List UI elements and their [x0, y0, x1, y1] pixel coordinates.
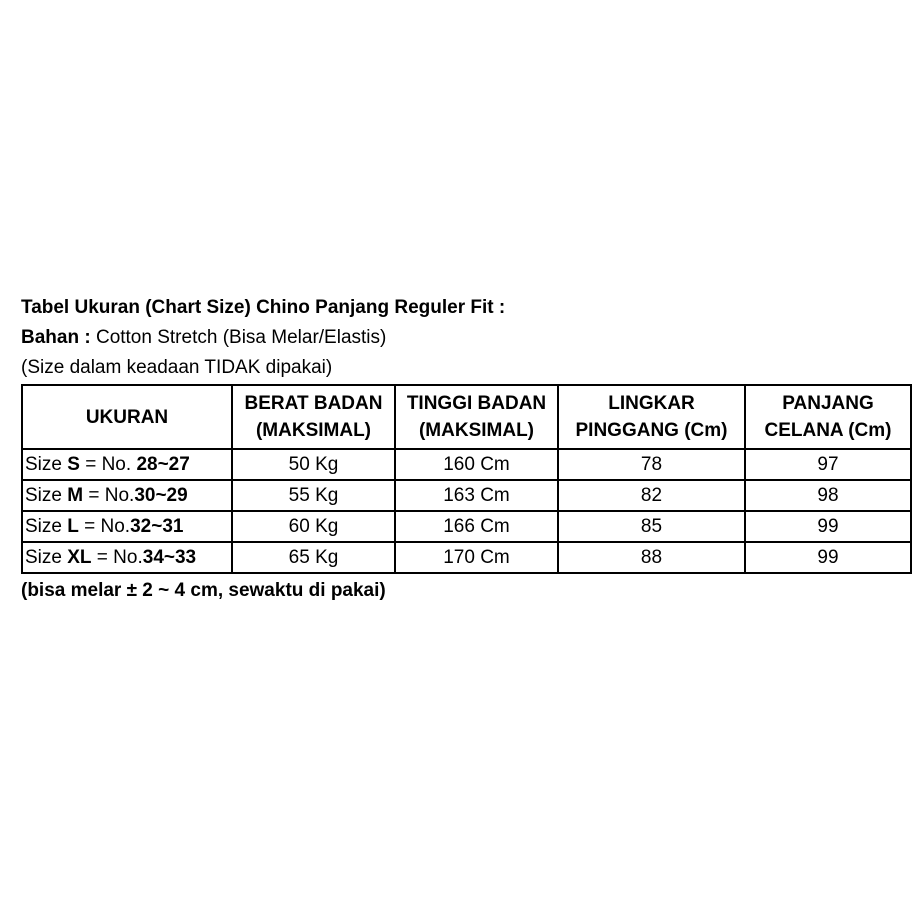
panjang-cell: 98	[745, 480, 911, 511]
header-tinggi-badan: TINGGI BADAN (MAKSIMAL)	[395, 385, 558, 449]
tinggi-cell: 170 Cm	[395, 542, 558, 573]
berat-cell: 55 Kg	[232, 480, 395, 511]
panjang-cell: 99	[745, 542, 911, 573]
berat-cell: 60 Kg	[232, 511, 395, 542]
size-table	[21, 384, 912, 574]
size-cell: Size XL = No.34~33	[22, 542, 232, 573]
table-row	[22, 542, 911, 573]
table-row	[22, 511, 911, 542]
header-ukuran: UKURAN	[22, 385, 232, 449]
size-cell: Size S = No. 28~27	[22, 449, 232, 480]
tinggi-cell: 160 Cm	[395, 449, 558, 480]
pinggang-cell: 85	[558, 511, 745, 542]
chart-title: Tabel Ukuran (Chart Size) Chino Panjang Reguler Fit :	[21, 297, 506, 318]
size-cell: Size L = No.32~31	[22, 511, 232, 542]
berat-cell: 65 Kg	[232, 542, 395, 573]
size-cell: Size M = No.30~29	[22, 480, 232, 511]
material-label: Bahan :	[21, 327, 91, 348]
tinggi-cell: 163 Cm	[395, 480, 558, 511]
header-berat-badan: BERAT BADAN (MAKSIMAL)	[232, 385, 395, 449]
panjang-cell: 97	[745, 449, 911, 480]
berat-cell: 50 Kg	[232, 449, 395, 480]
size-chart-document	[21, 293, 911, 606]
header-lingkar-pinggang: LINGKAR PINGGANG (Cm)	[558, 385, 745, 449]
header-panjang-celana: PANJANG CELANA (Cm)	[745, 385, 911, 449]
condition-note: (Size dalam keadaan TIDAK dipakai)	[21, 357, 333, 378]
stretch-note: (bisa melar ± 2 ~ 4 cm, sewaktu di pakai)	[21, 580, 386, 601]
pinggang-cell: 82	[558, 480, 745, 511]
material-line	[21, 323, 911, 353]
pinggang-cell: 78	[558, 449, 745, 480]
pinggang-cell: 88	[558, 542, 745, 573]
table-row	[22, 449, 911, 480]
material-value: Cotton Stretch (Bisa Melar/Elastis)	[90, 327, 387, 348]
tinggi-cell: 166 Cm	[395, 511, 558, 542]
table-header-row	[22, 385, 911, 449]
panjang-cell: 99	[745, 511, 911, 542]
table-row	[22, 480, 911, 511]
